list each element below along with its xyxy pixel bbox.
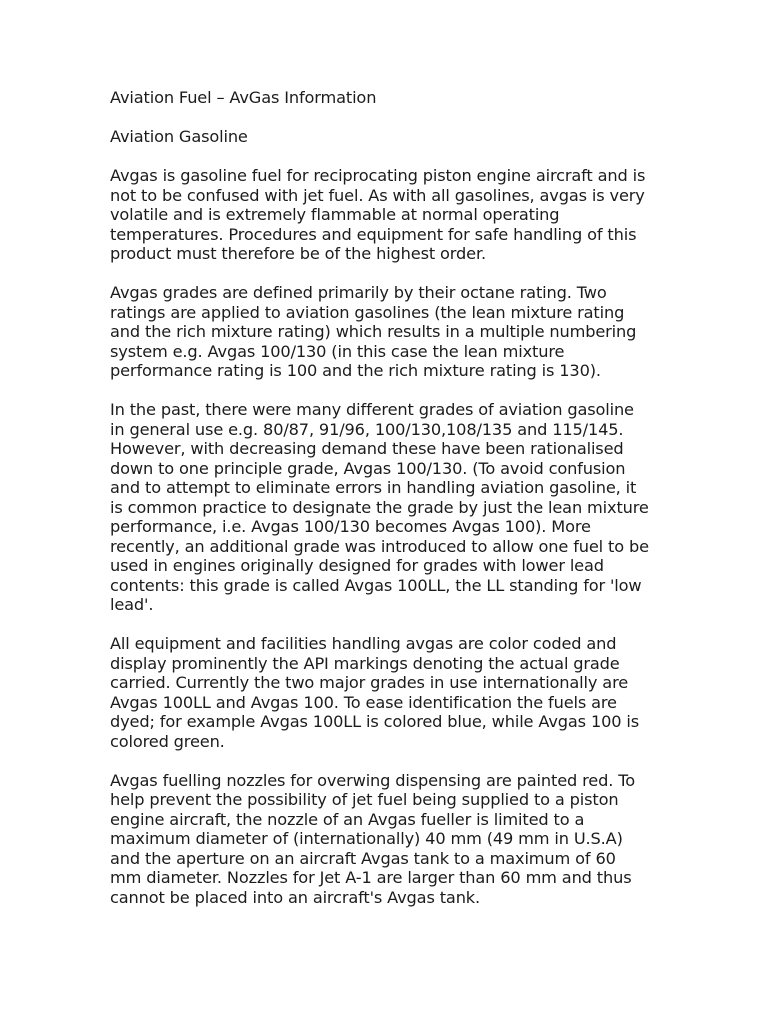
paragraph-octane-ratings: Avgas grades are defined primarily by their octane rating. Two ratings are applied to aviation gasolines (the lean mixture rating and the rich mixture rating) which results in a multiple numbering system e.g. Avgas 100/130 (in this case the lean mixture performance rating is 100 and the rich mixture rating is 130). bbox=[110, 283, 637, 380]
paragraph-fuelling-nozzles: Avgas fuelling nozzles for overwing dispensing are painted red. To help prevent the possibility of jet fuel being supplied to a piston engine aircraft, the nozzle of an Avgas fueller is limited to a maximum diameter of (internationally) 40 mm (49 mm in U.S.A) and the aperture on an aircraft Avgas tank to a maximum of 60 mm diameter. Nozzles for Jet A-1 are larger than 60 mm and thus cannot be placed into an aircraft's Avgas tank. bbox=[110, 770, 635, 907]
paragraph-color-coding: All equipment and facilities handling avgas are color coded and display prominently the API markings denoting the actual grade carried. Currently the two major grades in use internationally are Avgas 100LL and Avgas 100. To ease identification the fuels are dyed; for example Avgas 100LL is colored blue, while Avgas 100 is colored green. bbox=[110, 634, 640, 751]
section-heading: Aviation Gasoline bbox=[110, 127, 248, 146]
document-title: Aviation Fuel – AvGas Information bbox=[110, 88, 377, 107]
paragraph-grade-history: In the past, there were many different grades of aviation gasoline in general use e.g. 80/87, 91/96, 100/130,108/135 and 115/145. However, with decreasing demand these have been rationalised down to one principle grade, Avgas 100/130. (To avoid confusion and to attempt to eliminate errors in handling aviation gasoline, it is common practice to designate the grade by just the lean mixture performance, i.e. Avgas 100/130 becomes Avgas 100). More recently, an additional grade was introduced to allow one fuel to be used in engines originally designed for grades with lower lead contents: this grade is called Avgas 100LL, the LL standing for 'low lead'. bbox=[110, 400, 649, 614]
document-page bbox=[110, 88, 650, 907]
paragraph-avgas-definition: Avgas is gasoline fuel for reciprocating piston engine aircraft and is not to be confused with jet fuel. As with all gasolines, avgas is very volatile and is extremely flammable at normal operating temperatures. Procedures and equipment for safe handling of this product must therefore be of the highest order. bbox=[110, 166, 646, 263]
